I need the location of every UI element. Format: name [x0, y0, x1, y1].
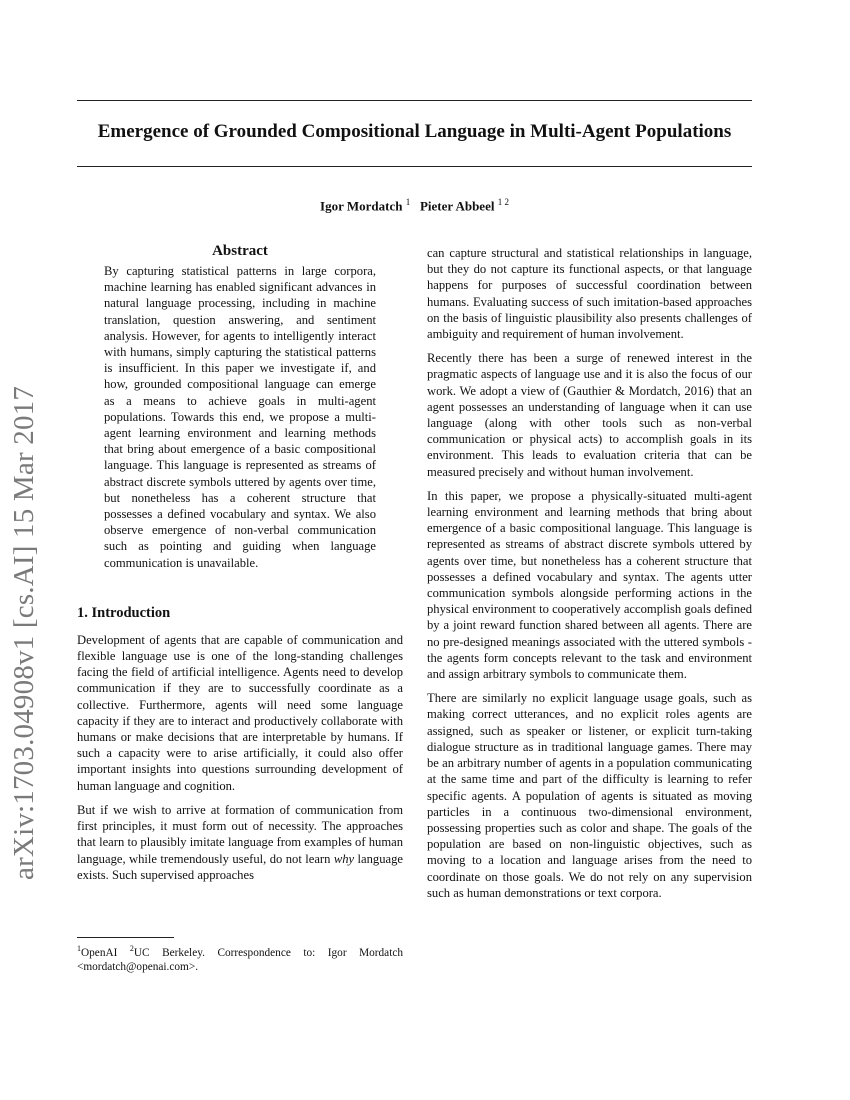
body-paragraph: In this paper, we propose a physically-situated multi-agent learning environment and learning methods that bring about emergence of a basic compositional language. This language is represented as streams of abstract discrete symbols uttered by agents over time, but nonetheless has a coherent structure that possesses a defined vocabulary and syntax. The agents utter communication symbols alongside performing actions in the physical environment to cooperatively accomplish goals defined by a joint reward function shared between all agents. There are no pre-designed meanings associated with the uttered symbols - the agents form concepts relevant to the task and environment and assign arbitrary symbols to communicate them. [427, 488, 752, 682]
right-column [427, 245, 752, 909]
emphasis-text: why [333, 851, 355, 866]
abstract-heading: Abstract [212, 243, 268, 259]
author-name: Igor Mordatch [320, 198, 403, 214]
author-affiliation: 1 [405, 197, 411, 207]
left-column [77, 242, 403, 891]
body-paragraph: Recently there has been a surge of renewed interest in the pragmatic aspects of language use and it is also the focus of our work. We adopt a view of (Gauthier & Mordatch, 2016) that an agent possesses an understanding of language when it can use language (along with other tools such as non-verbal communication or physical acts) to accomplish goals in its environment. This leads to evaluation criteria that can be measured precisely and without human involvement. [427, 351, 752, 479]
author-list [77, 197, 752, 214]
body-paragraph: can capture structural and statistical relationships in language, but they do not capture its functional aspects, or that language happens for purposes of successful coordination between humans. Evaluating success of such imitation-based approaches on the basis of linguistic plausibility also presents challenges of ambiguity and requirement of human involvement. [427, 246, 752, 342]
section-heading: 1. Introduction [77, 604, 171, 621]
author-name: Pieter Abbeel [419, 198, 495, 214]
intro-paragraph: But if we wish to arrive at formation of communication from first principles, it must form out of necessity. The approaches that learn to plausibly imitate language from examples of human language, while tremendously useful, do not learn why language exists. Such supervised approaches [77, 802, 403, 882]
title-top-rule [77, 100, 752, 101]
intro-paragraph: Development of agents that are capable of communication and flexible language use is one of the long-standing challenges facing the field of artificial intelligence. Agents need to develop communication if they are to successfully coordinate as a collective. Furthermore, agents will need some language capacity if they are to interact and productively collaborate with humans or make decisions that are interpretable by humans. If such a capacity were to arise artificially, it could also offer important insights into questions surrounding development of human language and cognition. [77, 632, 403, 793]
paper-title: Emergence of Grounded Compositional Language in Multi-Agent Populations [97, 121, 732, 142]
footnote-rule [77, 937, 174, 938]
arxiv-stamp: arXiv:1703.04908v1 [cs.AI] 15 Mar 2017 [8, 385, 40, 880]
footnote: $^1$OpenAI $^2$UC Berkeley. Correspondence to: Igor Mordatch <mordatch@openai.com>. [77, 944, 403, 973]
body-paragraph: There are similarly no explicit language usage goals, such as making correct utterances, and no explicit roles agents are assigned, such as speaker or listener, or explicit turn-taking dialogue structure as in traditional language games. There may be an arbitrary number of agents in a population communicating at the same time and part of the difficulty is learning to refer specific agents. A population of agents is situated as moving particles in a continuous two-dimensional environment, possessing properties such as color and shape. The goals of the population are based on non-linguistic objectives, such as moving to a location and language arises from the need to coordinate on those goals. We do not rely on any supervision such as human demonstrations or text corpora. [427, 691, 752, 900]
title-bottom-rule [77, 166, 752, 167]
author-affiliation: 1 2 [497, 197, 509, 207]
abstract-text: By capturing statistical patterns in large corpora, machine learning has enabled significant advances in natural language processing, including in machine translation, question answering, and sentiment analysis. However, for agents to intelligently interact with humans, simply capturing the statistical patterns is insufficient. In this paper we investigate if, and how, grounded compositional language can emerge as a means to achieve goals in multi-agent populations. Towards this end, we propose a multi-agent learning environment and learning methods that bring about emergence of a basic compositional language. This language is represented as streams of abstract discrete symbols uttered by agents over time, but nonetheless has a coherent structure that possesses a defined vocabulary and syntax. We also observe emergence of non-verbal communication such as pointing and guiding when language communication is unavailable. [104, 264, 376, 570]
